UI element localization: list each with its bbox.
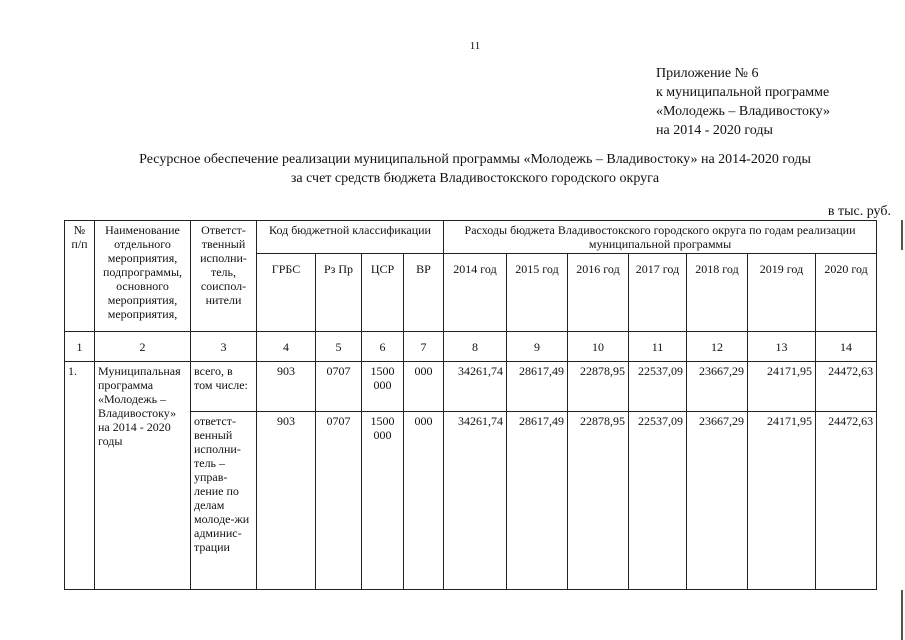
row-value-2015: 28617,49	[507, 412, 568, 590]
row-vr: 000	[404, 412, 444, 590]
document-title	[40, 150, 905, 188]
col-num-8: 8	[444, 332, 507, 362]
header-year-2020: 2020 год	[816, 254, 877, 332]
title-line-2: за счет средств бюджета Владивостокского городского округа	[290, 171, 660, 186]
appendix-line-3: «Молодежь – Владивостоку»	[656, 104, 831, 119]
col-num-12: 12	[687, 332, 748, 362]
header-num: № п/п	[65, 221, 95, 332]
row-value-2019: 24171,95	[748, 412, 816, 590]
budget-table	[64, 220, 877, 590]
header-year-2015: 2015 год	[507, 254, 568, 332]
col-num-14: 14	[816, 332, 877, 362]
header-name: Наименование отдельного мероприятия, подпрограммы, основного мероприятия, мероприятия,	[95, 221, 191, 332]
row-rzpr: 0707	[316, 362, 362, 412]
header-year-2019: 2019 год	[748, 254, 816, 332]
col-num-2: 2	[95, 332, 191, 362]
row-value-2014: 34261,74	[444, 362, 507, 412]
page-number: 11	[469, 40, 481, 52]
row-value-2014: 34261,74	[444, 412, 507, 590]
header-expenses-group: Расходы бюджета Владивостокского городского округа по годам реализации муниципальной программы	[444, 221, 877, 254]
header-responsible: Ответст-твенный исполни-тель, соиспол-нители	[191, 221, 257, 332]
header-year-2017: 2017 год	[629, 254, 687, 332]
col-num-9: 9	[507, 332, 568, 362]
row-responsible: всего, в том числе:	[191, 362, 257, 412]
row-responsible: ответст-венный исполни-тель – управ-ление по делам молоде-жи админис-трации	[191, 412, 257, 590]
appendix-line-2: к муниципальной программе	[656, 85, 830, 100]
col-num-5: 5	[316, 332, 362, 362]
row-program-name: Муниципальная программа «Молодежь – Владивостоку» на 2014 - 2020 годы	[95, 362, 191, 590]
appendix-block	[656, 64, 830, 140]
title-line-1: Ресурсное обеспечение реализации муниципальной программы «Молодежь – Владивостоку» на 2014-2020 годы	[139, 152, 811, 167]
row-csr: 1500 000	[362, 362, 404, 412]
row-value-2020: 24472,63	[816, 362, 877, 412]
row-value-2018: 23667,29	[687, 412, 748, 590]
appendix-line-1: Приложение № 6	[656, 66, 759, 81]
row-value-2016: 22878,95	[568, 412, 629, 590]
col-num-6: 6	[362, 332, 404, 362]
row-value-2018: 23667,29	[687, 362, 748, 412]
row-csr: 1500 000	[362, 412, 404, 590]
row-grbs: 903	[257, 412, 316, 590]
col-num-3: 3	[191, 332, 257, 362]
col-num-11: 11	[629, 332, 687, 362]
header-grbs: ГРБС	[257, 254, 316, 332]
row-value-2017: 22537,09	[629, 412, 687, 590]
col-num-7: 7	[404, 332, 444, 362]
header-year-2014: 2014 год	[444, 254, 507, 332]
header-year-2018: 2018 год	[687, 254, 748, 332]
scan-edge-mark	[901, 220, 903, 250]
header-row-1	[65, 221, 877, 254]
row-value-2015: 28617,49	[507, 362, 568, 412]
table-row	[65, 362, 877, 412]
row-number: 1.	[65, 362, 95, 590]
units-label: в тыс. руб.	[827, 204, 891, 219]
header-rzpr: Рз Пр	[316, 254, 362, 332]
row-rzpr: 0707	[316, 412, 362, 590]
column-number-row	[65, 332, 877, 362]
row-vr: 000	[404, 362, 444, 412]
row-grbs: 903	[257, 362, 316, 412]
col-num-4: 4	[257, 332, 316, 362]
row-value-2020: 24472,63	[816, 412, 877, 590]
col-num-10: 10	[568, 332, 629, 362]
scan-edge-mark	[901, 590, 903, 640]
row-value-2016: 22878,95	[568, 362, 629, 412]
col-num-13: 13	[748, 332, 816, 362]
appendix-line-4: на 2014 - 2020 годы	[656, 123, 773, 138]
header-code-group: Код бюджетной классификации	[257, 221, 444, 254]
header-csr: ЦСР	[362, 254, 404, 332]
header-vr: ВР	[404, 254, 444, 332]
header-year-2016: 2016 год	[568, 254, 629, 332]
col-num-1: 1	[65, 332, 95, 362]
row-value-2017: 22537,09	[629, 362, 687, 412]
row-value-2019: 24171,95	[748, 362, 816, 412]
